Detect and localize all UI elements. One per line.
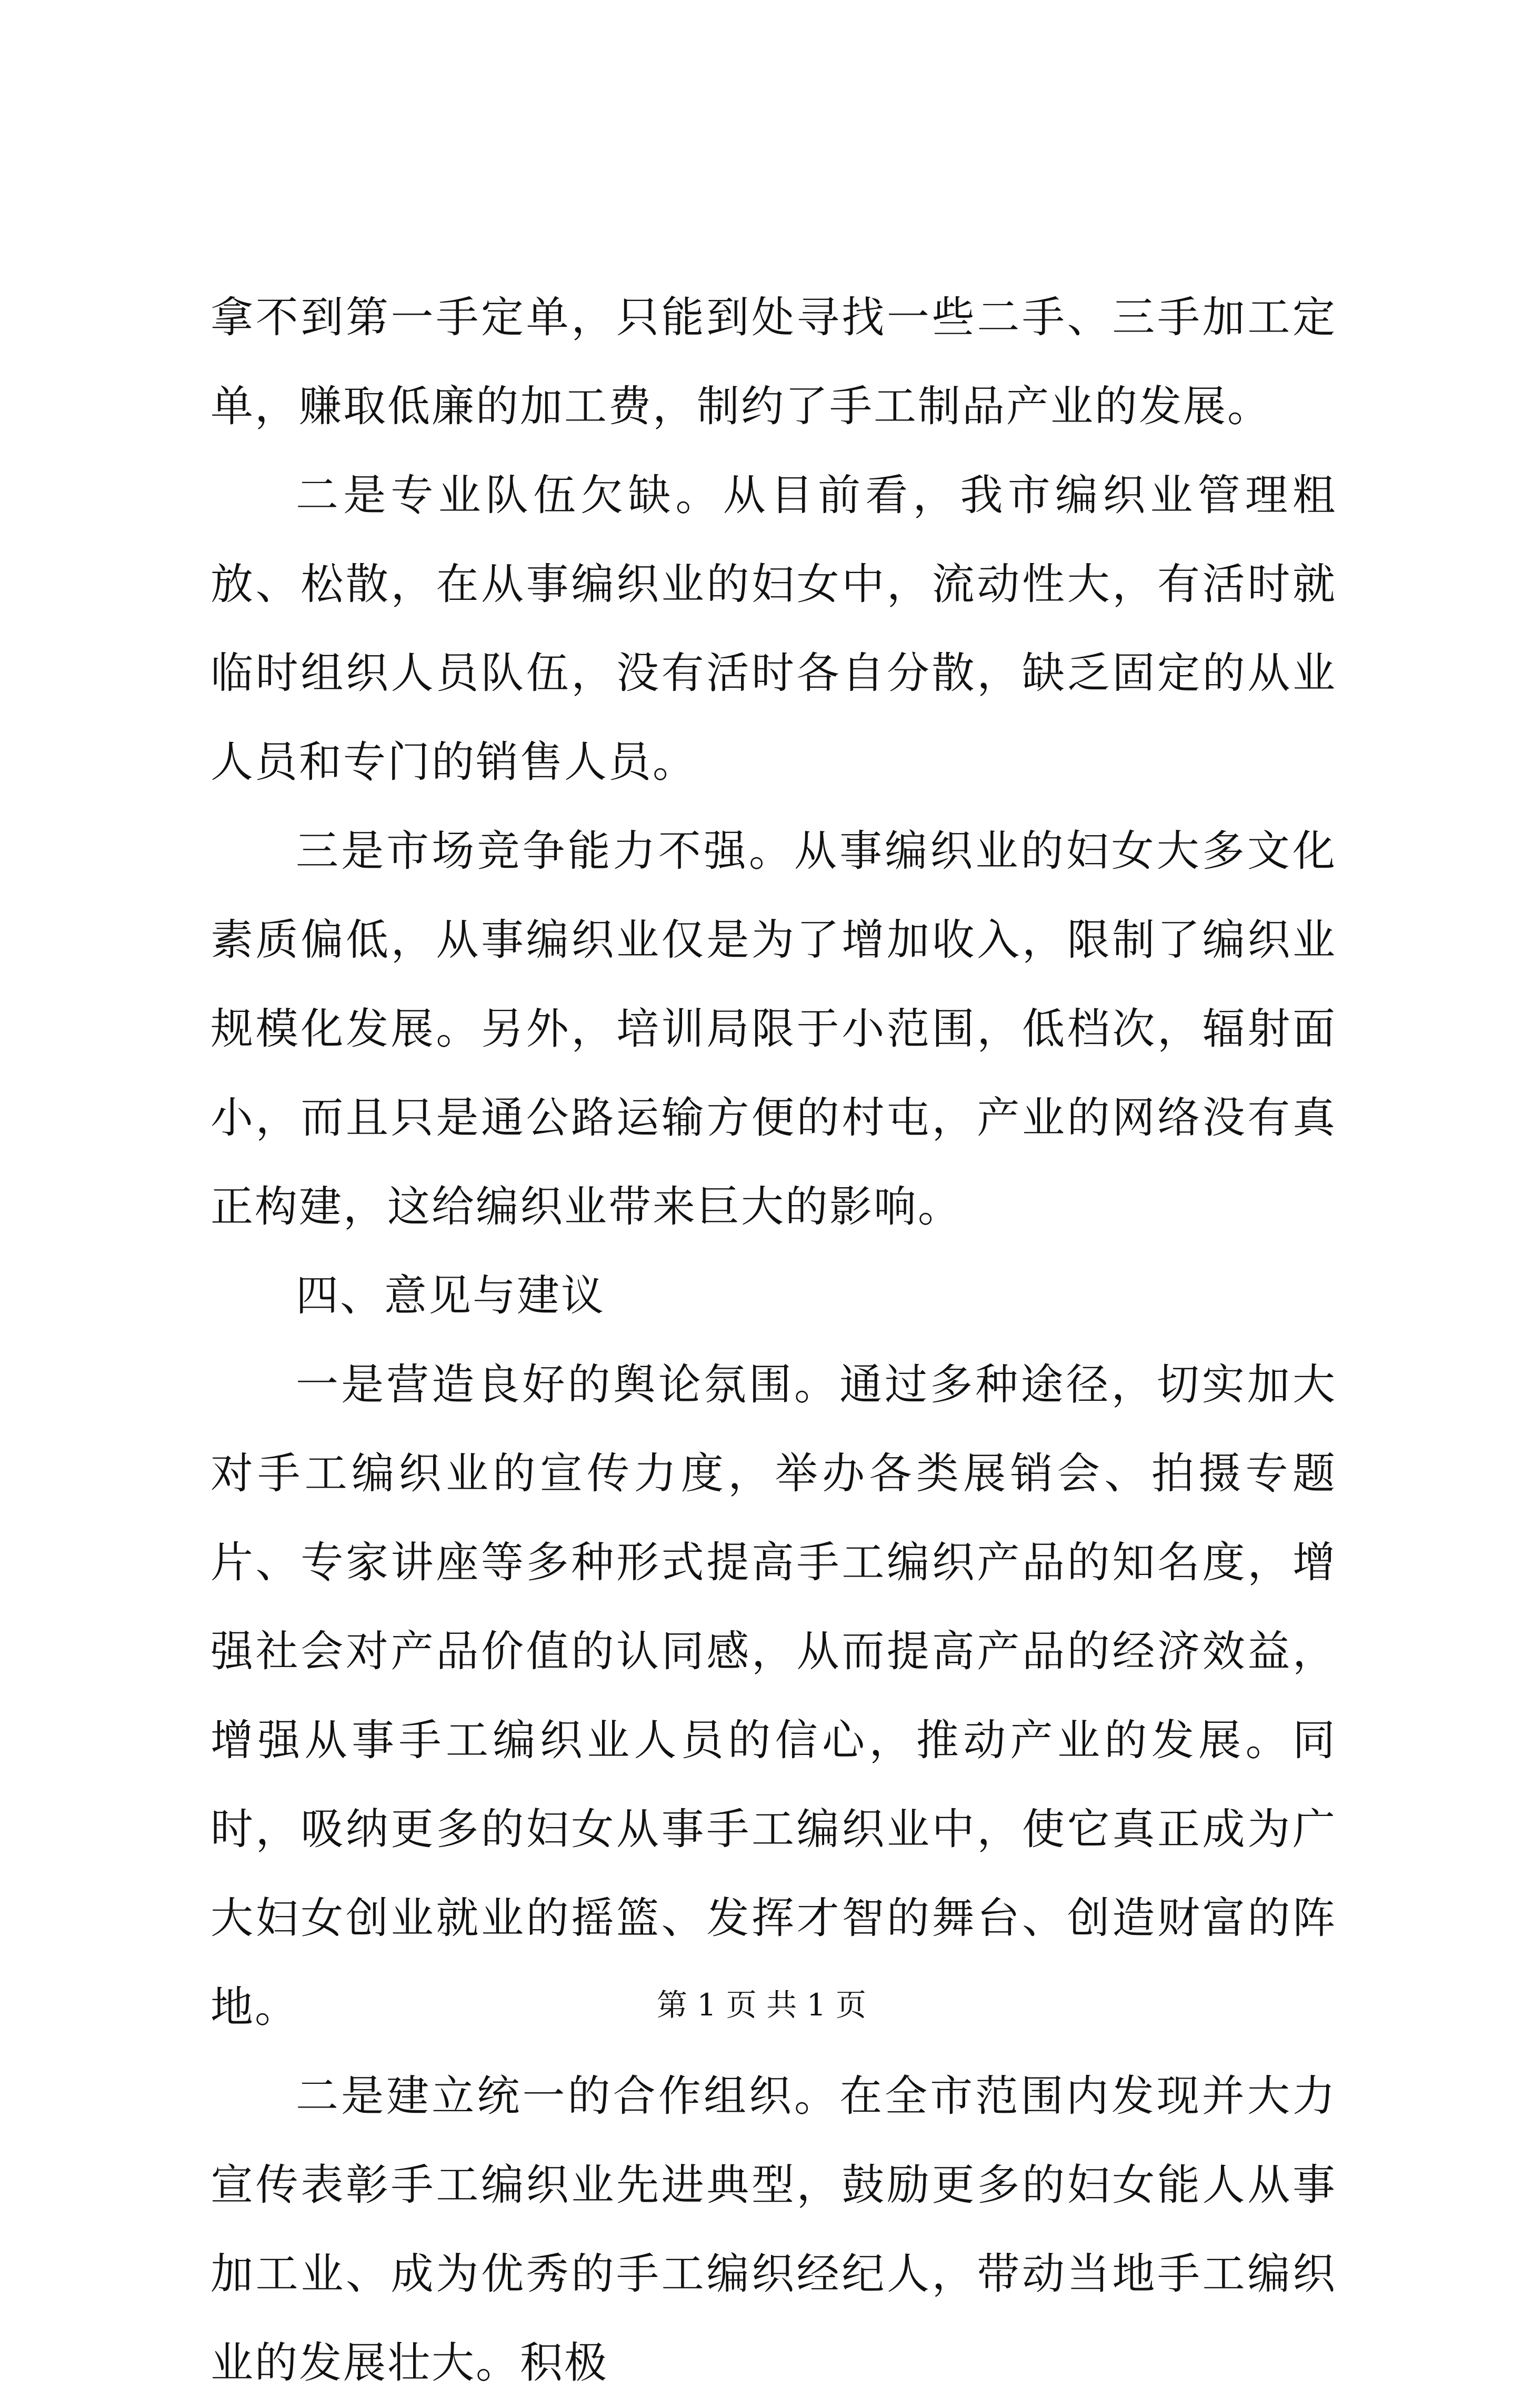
paragraph-public-opinion: 一是营造良好的舆论氛围。通过多种途径，切实加大对手工编织业的宣传力度，举办各类展销会、拍摄专题片、专家讲座等多种形式提高手工编织产品的知名度，增强社会对产品价值的认同感，从而提高产品的经济效益，增强从事手工编织业人员的信心，推动产业的发展。同时，吸纳更多的妇女从事手工编织业中，使它真正成为广大妇女创业就业的摇篮、发挥才智的舞台、创造财富的阵地。	[211, 1360, 1337, 2032]
paragraph-market-competition: 三是市场竞争能力不强。从事编织业的妇女大多文化素质偏低，从事编织业仅是为了增加收入，限制了编织业规模化发展。另外，培训局限于小范围，低档次，辐射面小，而且只是通公路运输方便的村屯，产业的网络没有真正构建，这给编织业带来巨大的影响。	[211, 827, 1337, 1232]
paragraph-cooperative-organization: 二是建立统一的合作组织。在全市范围内发现并大力宣传表彰手工编织业先进典型，鼓励更多的妇女能人从事加工业、成为优秀的手工编织经纪人，带动当地手工编织业的发展壮大。积极	[211, 2072, 1337, 2388]
section-heading-suggestions: 四、意见与建议	[296, 1271, 606, 1321]
page-footer	[0, 1984, 1523, 2026]
paragraph-team-shortage: 二是专业队伍欠缺。从目前看，我市编织业管理粗放、松散，在从事编织业的妇女中，流动性大，有活时就临时组织人员队伍，没有活时各自分散，缺乏固定的从业人员和专门的销售人员。	[211, 471, 1337, 787]
page-number-label: 第 1 页 共 1 页	[657, 1987, 866, 2023]
document-body	[211, 274, 1337, 2408]
paragraph-continuation: 拿不到第一手定单，只能到处寻找一些二手、三手加工定单，赚取低廉的加工费，制约了手工制品产业的发展。	[211, 293, 1337, 432]
